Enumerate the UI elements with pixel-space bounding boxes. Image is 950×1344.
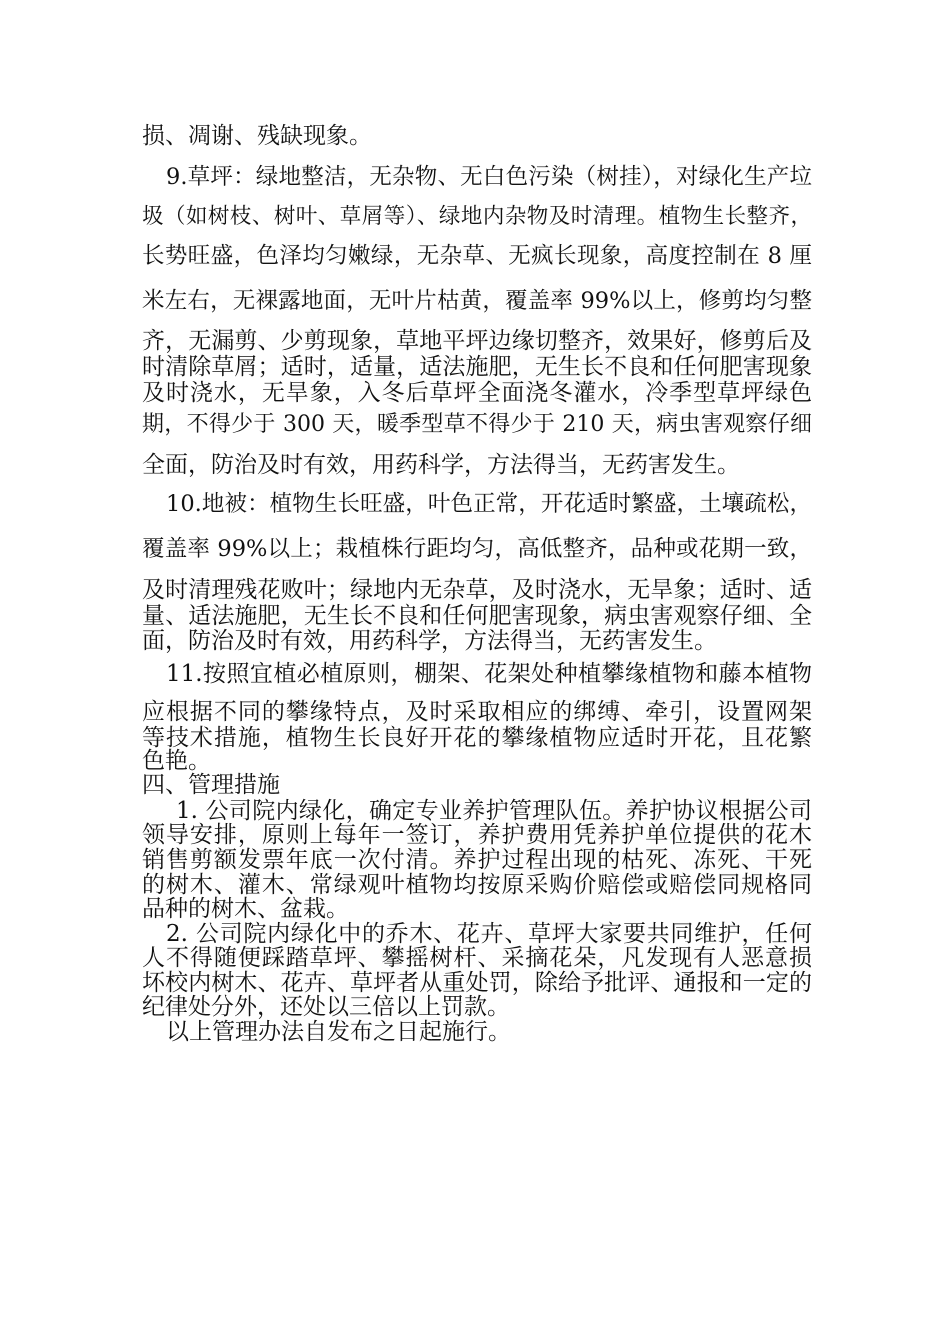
text-line: 应根据不同的攀缘特点，及时采取相应的绑缚、牵引，设置网架	[142, 699, 812, 725]
text-line: 齐，无漏剪、少剪现象，草地平坪边缘切整齐，效果好，修剪后及	[142, 328, 812, 354]
text-line: 米左右，无裸露地面，无叶片枯黄，覆盖率 99%以上，修剪均匀整	[142, 288, 812, 314]
text-line: 及时清理残花败叶；绿地内无杂草，及时浇水，无旱象；适时、适	[142, 577, 812, 603]
text-line: 坏校内树木、花卉、草坪者从重处罚，除给予批评、通报和一定的	[142, 970, 812, 996]
text-line: 领导安排，原则上每年一签订，养护费用凭养护单位提供的花木	[142, 822, 812, 848]
text-line: 时清除草屑；适时，适量，适法施肥，无生长不良和任何肥害现象	[142, 354, 812, 380]
text-line: 11.按照宜植必植原则，棚架、花架处种植攀缘植物和藤本植物	[166, 661, 812, 687]
text-line: 色艳。	[142, 748, 211, 774]
text-line: 面，防治及时有效，用药科学，方法得当，无药害发生。	[142, 628, 717, 654]
text-line: 纪律处分外，还处以三倍以上罚款。	[142, 994, 510, 1020]
text-line: 1. 公司院内绿化，确定专业养护管理队伍。养护协议根据公司	[176, 798, 812, 824]
text-line: 的树木、灌木、常绿观叶植物均按原采购价赔偿或赔偿同规格同	[142, 872, 812, 898]
text-line: 9.草坪：绿地整洁，无杂物、无白色污染（树挂），对绿化生产垃	[166, 164, 812, 190]
text-line: 损、凋谢、残缺现象。	[142, 123, 372, 149]
text-line: 以上管理办法自发布之日起施行。	[166, 1019, 511, 1045]
section-heading: 四、管理措施	[142, 772, 280, 798]
text-line: 圾（如树枝、树叶、草屑等）、绿地内杂物及时清理。植物生长整齐，	[142, 204, 812, 229]
text-line: 销售剪额发票年底一次付清。养护过程出现的枯死、冻死、干死	[142, 847, 812, 873]
text-line: 等技术措施，植物生长良好开花的攀缘植物应适时开花，且花繁	[142, 725, 812, 751]
text-line: 2. 公司院内绿化中的乔木、花卉、草坪大家要共同维护，任何	[166, 921, 812, 947]
text-line: 期，不得少于 300 天，暖季型草不得少于 210 天，病虫害观察仔细	[142, 412, 812, 437]
text-line: 覆盖率 99%以上；栽植株行距均匀，高低整齐，品种或花期一致，	[142, 536, 812, 562]
text-line: 量、适法施肥，无生长不良和任何肥害现象，病虫害观察仔细、全	[142, 603, 812, 629]
text-line: 长势旺盛，色泽均匀嫩绿，无杂草、无疯长现象，高度控制在 8 厘	[142, 243, 812, 269]
text-line: 品种的树木、盆栽。	[142, 896, 349, 922]
text-line: 人不得随便踩踏草坪、攀摇树杆、采摘花朵，凡发现有人恶意损	[142, 945, 812, 971]
text-line: 10.地被：植物生长旺盛，叶色正常，开花适时繁盛，土壤疏松，	[166, 491, 812, 517]
text-line: 全面，防治及时有效，用药科学，方法得当，无药害发生。	[142, 452, 740, 478]
text-line: 及时浇水，无旱象，入冬后草坪全面浇冬灌水，冷季型草坪绿色	[142, 380, 812, 406]
